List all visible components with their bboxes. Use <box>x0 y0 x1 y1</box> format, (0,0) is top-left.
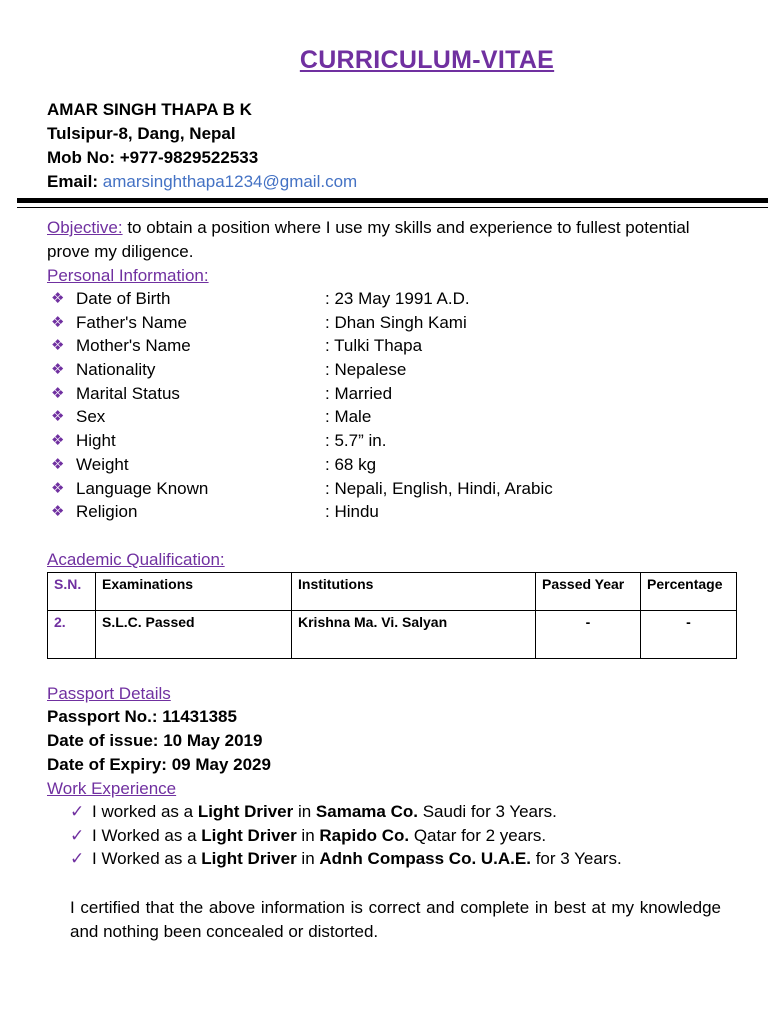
column-header: Passed Year <box>536 573 641 611</box>
work-text: I Worked as a <box>92 849 202 869</box>
field-value: : Male <box>325 407 372 427</box>
field-value: : Dhan Singh Kami <box>325 312 467 332</box>
column-header: Institutions <box>292 573 536 611</box>
email-line <box>47 170 357 194</box>
list-item <box>47 334 667 358</box>
academic-table <box>47 572 737 659</box>
diamond-bullet-icon: ❖ <box>51 455 65 473</box>
field-label: Religion <box>76 502 138 522</box>
field-value: : 68 kg <box>325 454 377 474</box>
field-value: : 5.7” in. <box>325 431 387 451</box>
list-item <box>47 453 667 477</box>
list-item <box>70 824 622 848</box>
passport-expiry-date: Date of Expiry: 09 May 2029 <box>47 755 271 774</box>
checkmark-icon: ✓ <box>70 825 85 845</box>
list-item <box>47 311 667 335</box>
passport-issue-date: Date of issue: 10 May 2019 <box>47 731 263 750</box>
diamond-bullet-icon: ❖ <box>51 384 65 402</box>
list-item <box>47 405 667 429</box>
diamond-bullet-icon: ❖ <box>51 503 65 521</box>
field-label: Language Known <box>76 478 209 498</box>
list-item <box>47 382 667 406</box>
list-item <box>47 287 667 311</box>
objective-heading: Objective: <box>47 218 123 237</box>
diamond-bullet-icon: ❖ <box>51 337 65 355</box>
work-text: for 3 Years. <box>530 849 622 869</box>
field-value: : Hindu <box>325 502 379 522</box>
list-item <box>47 429 667 453</box>
field-label: Father's Name <box>76 312 187 332</box>
passport-number: Passport No.: 11431385 <box>47 707 237 726</box>
work-text: I Worked as a <box>92 825 202 845</box>
table-cell: - <box>536 611 641 659</box>
list-item <box>70 800 622 824</box>
work-role: Light Driver <box>201 849 297 869</box>
work-company: Rapido Co. <box>319 825 410 845</box>
table-cell: Krishna Ma. Vi. Salyan <box>292 611 536 659</box>
work-heading: Work Experience <box>47 779 177 798</box>
personal-info-list <box>47 287 667 524</box>
work-company: Adnh Compass Co. U.A.E. <box>319 849 531 869</box>
field-label: Weight <box>76 454 129 474</box>
checkmark-icon: ✓ <box>70 849 85 869</box>
work-text: in <box>296 849 320 869</box>
personal-info-heading: Personal Information: <box>47 266 209 285</box>
column-header: S.N. <box>48 573 96 611</box>
field-label: Date of Birth <box>76 289 171 308</box>
contact-block <box>47 98 357 194</box>
field-label: Nationality <box>76 360 156 380</box>
table-cell: - <box>641 611 737 659</box>
diamond-bullet-icon: ❖ <box>51 313 65 331</box>
passport-details <box>47 705 271 777</box>
list-item <box>47 477 667 501</box>
applicant-name: AMAR SINGH THAPA B K <box>47 100 252 119</box>
work-role: Light Driver <box>201 825 297 845</box>
work-text: I worked as a <box>92 802 198 821</box>
email-link[interactable]: amarsinghthapa1234@gmail.com <box>102 172 358 191</box>
work-experience-list <box>70 800 622 871</box>
field-value: : 23 May 1991 A.D. <box>325 289 470 308</box>
work-text: in <box>296 825 320 845</box>
checkmark-icon: ✓ <box>70 802 85 821</box>
field-label: Marital Status <box>76 383 180 403</box>
column-header: Percentage <box>641 573 737 611</box>
table-header-row <box>48 573 737 611</box>
field-value: : Nepalese <box>325 360 407 380</box>
diamond-bullet-icon: ❖ <box>51 408 65 426</box>
column-header: Examinations <box>96 573 292 611</box>
work-company: Samama Co. <box>315 802 418 821</box>
email-label: Email: <box>47 172 103 191</box>
diamond-bullet-icon: ❖ <box>51 290 65 307</box>
objective-text: to obtain a position where I use my skills and experience to fullest potential prove my diligence. <box>47 218 690 261</box>
diamond-bullet-icon: ❖ <box>51 432 65 450</box>
diamond-bullet-icon: ❖ <box>51 479 65 497</box>
field-value: : Nepali, English, Hindi, Arabic <box>325 478 553 498</box>
address: Tulsipur-8, Dang, Nepal <box>47 124 236 143</box>
table-cell: 2. <box>48 611 96 659</box>
header-divider-thick <box>17 198 768 203</box>
document-title: CURRICULUM-VITAE <box>299 46 555 74</box>
field-label: Mother's Name <box>76 336 191 356</box>
work-text: Qatar for 2 years. <box>409 825 547 845</box>
field-label: Sex <box>76 407 106 427</box>
academic-heading: Academic Qualification: <box>47 550 225 569</box>
work-role: Light Driver <box>197 802 294 821</box>
work-text: Saudi for 3 Years. <box>417 802 557 821</box>
passport-heading: Passport Details <box>47 684 171 703</box>
table-cell: S.L.C. Passed <box>96 611 292 659</box>
list-item <box>70 847 622 871</box>
table-row <box>48 611 737 659</box>
field-value: : Tulki Thapa <box>325 336 423 356</box>
objective-section <box>47 216 707 264</box>
field-label: Hight <box>76 431 116 451</box>
certification-statement: I certified that the above information is correct and complete in best at my knowledge and nothing been concealed or distorted. <box>70 898 721 941</box>
work-text: in <box>293 802 316 821</box>
list-item <box>47 500 667 524</box>
list-item <box>47 358 667 382</box>
header-divider-thin <box>17 207 768 208</box>
mobile-number: Mob No: +977-9829522533 <box>47 148 259 167</box>
diamond-bullet-icon: ❖ <box>51 361 65 379</box>
field-value: : Married <box>325 383 393 403</box>
